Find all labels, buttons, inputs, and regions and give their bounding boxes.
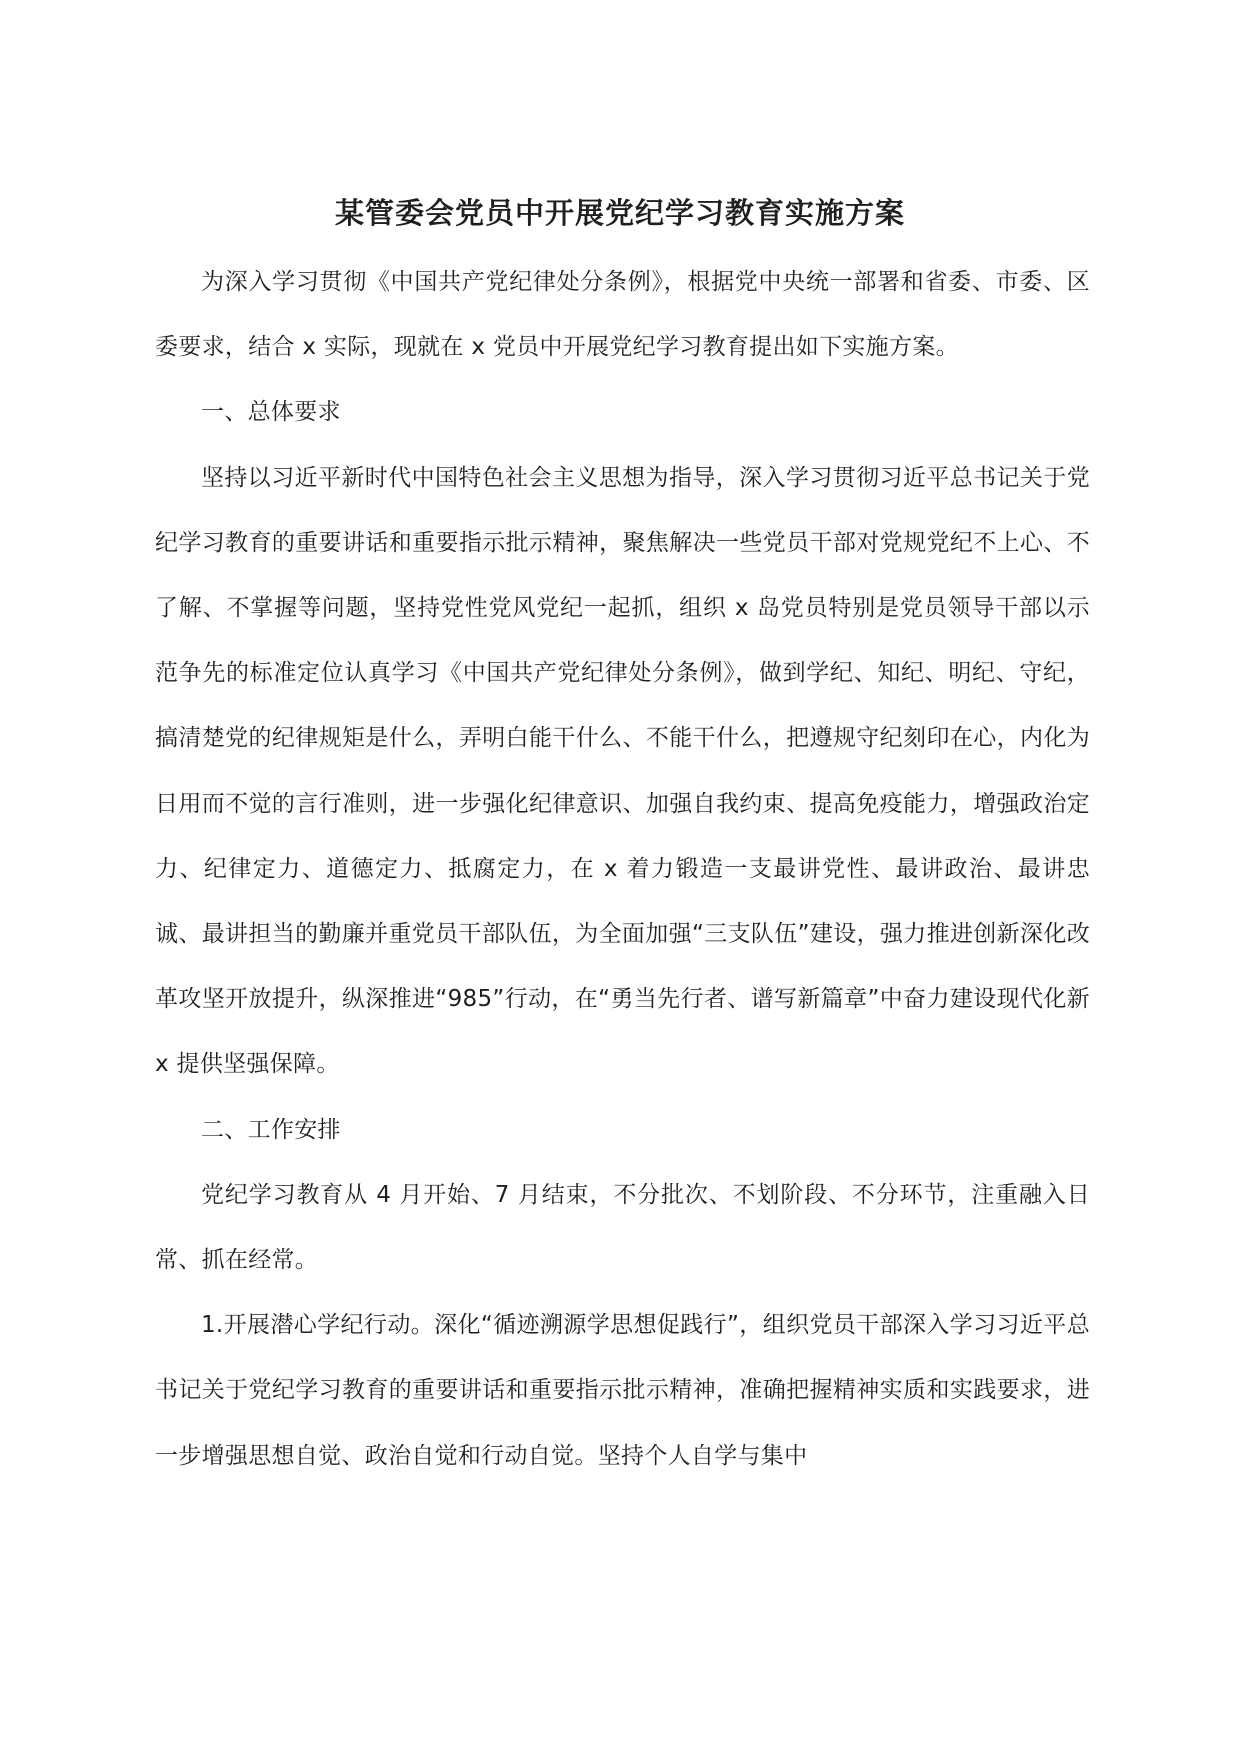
section-heading-work-arrangement: 二、工作安排: [201, 1116, 341, 1143]
section-heading-overall-requirements: 一、总体要求: [201, 399, 341, 426]
intro-paragraph: 为深入学习贯彻《中国共产党纪律处分条例》，根据党中央统一部署和省委、市委、区委要求，结合 x 实际，现就在 x 党员中开展党纪学习教育提出如下实施方案。: [155, 269, 1090, 361]
list-item-study-action: 1.开展潜心学纪行动。深化“循迹溯源学思想促践行”，组织党员干部深入学习习近平总书记关于党纪学习教育的重要讲话和重要指示批示精神，准确把握精神实质和实践要求，进一步增强思想自觉、政治自觉和行动自觉。坚持个人自学与集中: [155, 1312, 1090, 1469]
section-paragraph-work-arrangement: 党纪学习教育从 4 月开始、7 月结束，不分批次、不划阶段、不分环节，注重融入日常、抓在经常。: [155, 1181, 1090, 1274]
section-paragraph-overall-requirements: 坚持以习近平新时代中国特色社会主义思想为指导，深入学习贯彻习近平总书记关于党纪学习教育的重要讲话和重要指示批示精神，聚焦解决一些党员干部对党规党纪不上心、不了解、不掌握等问题，坚持党性党风党纪一起抓，组织 x 岛党员特别是党员领导干部以示范争先的标准定位认真学习《中国共产党纪律处分条例》，做到学纪、知纪、明纪、守纪，搞清楚党的纪律规矩是什么，弄明白能干什么、不能干什么，把遵规守纪刻印在心，内化为日用而不觉的言行准则，进一步强化纪律意识、加强自我约束、提高免疫能力，增强政治定力、纪律定力、道德定力、抵腐定力，在 x 着力锻造一支最讲党性、最讲政治、最讲忠诚、最讲担当的勤廉并重党员干部队伍，为全面加强“三支队伍”建设，强力推进创新深化改革攻坚开放提升，纵深推进“985”行动，在“勇当先行者、谱写新篇章”中奋力建设现代化新 x 提供坚强保障。: [155, 464, 1090, 1078]
document-title: 某管委会党员中开展党纪学习教育实施方案: [334, 196, 905, 230]
document-body: [155, 250, 1090, 1489]
